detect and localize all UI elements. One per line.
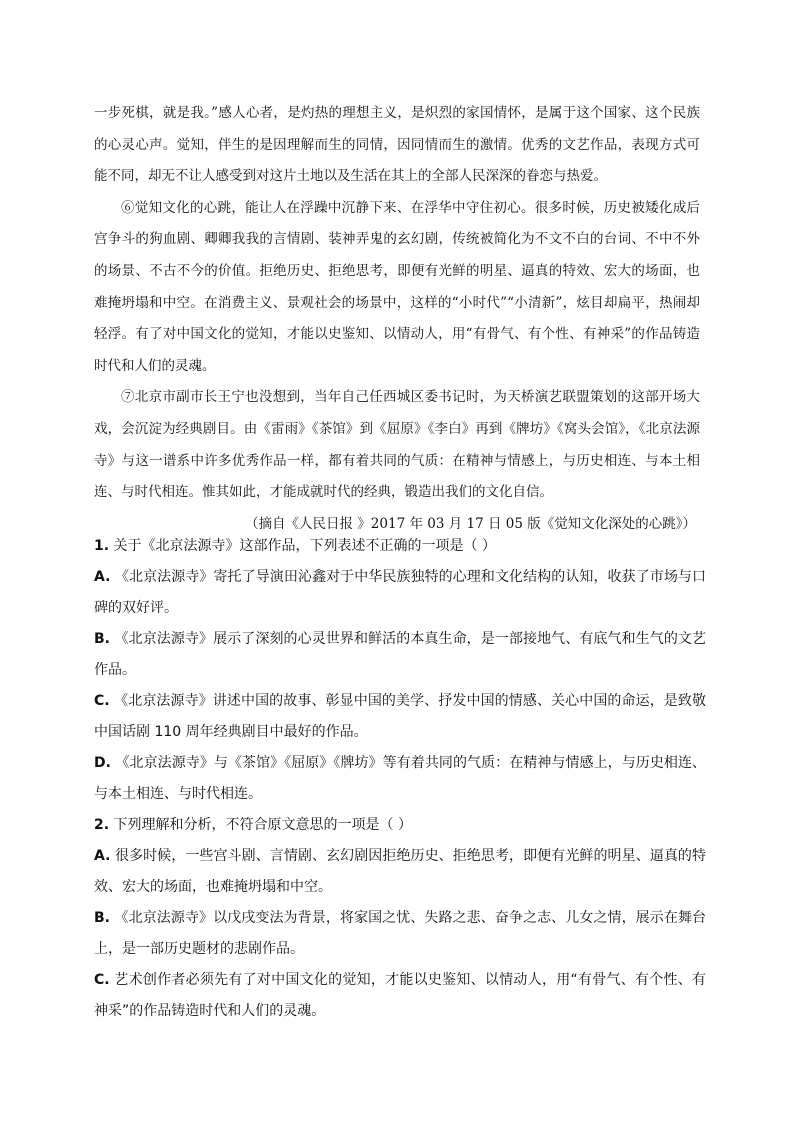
question-stem: [94, 810, 706, 841]
question-number: 2.: [94, 817, 110, 833]
option-b: [94, 903, 706, 965]
option-letter: B.: [94, 910, 110, 926]
option-text: 《北京法源寺》展示了深刻的心灵世界和鲜活的本真生命，是一部接地气、有底气和生气的文艺作品。: [94, 631, 707, 678]
option-text: 《北京法源寺》讲述中国的故事、彰显中国的美学、抒发中国的情感、关心中国的命运，是致敬中国话剧 110 周年经典剧目中最好的作品。: [94, 693, 706, 740]
option-text: 艺术创作者必须先有了对中国文化的觉知，才能以史鉴知、以情动人，用“有骨气、有个性、有神采”的作品铸造时代和人们的灵魂。: [94, 972, 706, 1019]
option-text: 很多时候，一些宫斗剧、言情剧、玄幻剧因拒绝历史、拒绝思考，即便有光鲜的明星、逼真的特效、宏大的场面，也难掩坍塌和中空。: [94, 848, 707, 895]
option-letter: D.: [94, 755, 111, 771]
passage-paragraph-6: ⑥觉知文化的心跳，能让人在浮躁中沉静下来、在浮华中守住初心。很多时候，历史被矮化成后宫争斗的狗血剧、卿卿我我的言情剧、装神弄鬼的玄幻剧，传统被简化为不文不白的台词、不中不外的场景、不古不今的价值。拒绝历史、拒绝思考，即便有光鲜的明星、逼真的特效、宏大的场面，也难掩坍塌和中空。在消费主义、景观社会的场景中，这样的“小时代”“小清新”，炫目却扁平，热闹却轻浮。有了对中国文化的觉知，才能以史鉴知、以情动人，用“有骨气、有个性、有神采”的作品铸造时代和人们的灵魂。: [94, 199, 700, 374]
option-c: [94, 965, 706, 1027]
option-a: [94, 562, 706, 624]
question-text: 下列理解和分析，不符合原文意思的一项是（ ）: [113, 817, 412, 833]
option-letter: A.: [94, 848, 111, 864]
option-letter: C.: [94, 693, 110, 709]
question-stem: [94, 531, 706, 562]
option-c: [94, 686, 706, 748]
reading-passage: [94, 98, 700, 540]
option-text: 《北京法源寺》寄托了导演田沁鑫对于中华民族独特的心理和文化结构的认知，收获了市场与口碑的双好评。: [94, 569, 707, 616]
option-letter: A.: [94, 569, 111, 585]
question-text: 关于《北京法源寺》这部作品，下列表述不正确的一项是（ ）: [113, 538, 496, 554]
passage-paragraph-continued: 一步死棋，就是我。”感人心者，是灼热的理想主义，是炽烈的家国情怀，是属于这个国家、这个民族的心灵心声。觉知，伴生的是因理解而生的同情，因同情而生的激情。优秀的文艺作品，表现方式可能不同，却无不让人感受到对这片土地以及生活在其上的全部人民深深的眷恋与热爱。: [94, 105, 700, 185]
question-1: [94, 531, 706, 810]
option-a: [94, 841, 706, 903]
question-number: 1.: [94, 538, 110, 554]
option-d: [94, 748, 706, 810]
passage-source-citation: （摘自《人民日报 》2017 年 03 月 17 日 05 版《觉知文化深处的心跳》）: [245, 515, 696, 532]
option-b: [94, 624, 706, 686]
question-2: [94, 810, 706, 1027]
option-text: 《北京法源寺》以戊戌变法为背景，将家国之忧、失路之悲、奋争之志、儿女之情，展示在舞台上，是一部历史题材的悲剧作品。: [94, 910, 707, 957]
option-text: 《北京法源寺》与《茶馆》《屈原》《牌坊》等有着共同的气质：在精神与情感上，与历史相连、与本土相连、与时代相连。: [94, 755, 706, 802]
passage-paragraph-7: ⑦北京市副市长王宁也没想到，当年自己任西城区委书记时，为天桥演艺联盟策划的这部开场大戏，会沉淀为经典剧目。由《雷雨》《茶馆》到《屈原》《李白》再到《牌坊》《窝头会馆》，《北京法源寺》与这一谱系中许多优秀作品一样，都有着共同的气质：在精神与情感上，与历史相连、与本土相连、与时代相连。惟其如此，才能成就时代的经典，锻造出我们的文化自信。: [94, 389, 700, 501]
question-list: [94, 531, 706, 1027]
option-letter: B.: [94, 631, 110, 647]
option-letter: C.: [94, 972, 110, 988]
